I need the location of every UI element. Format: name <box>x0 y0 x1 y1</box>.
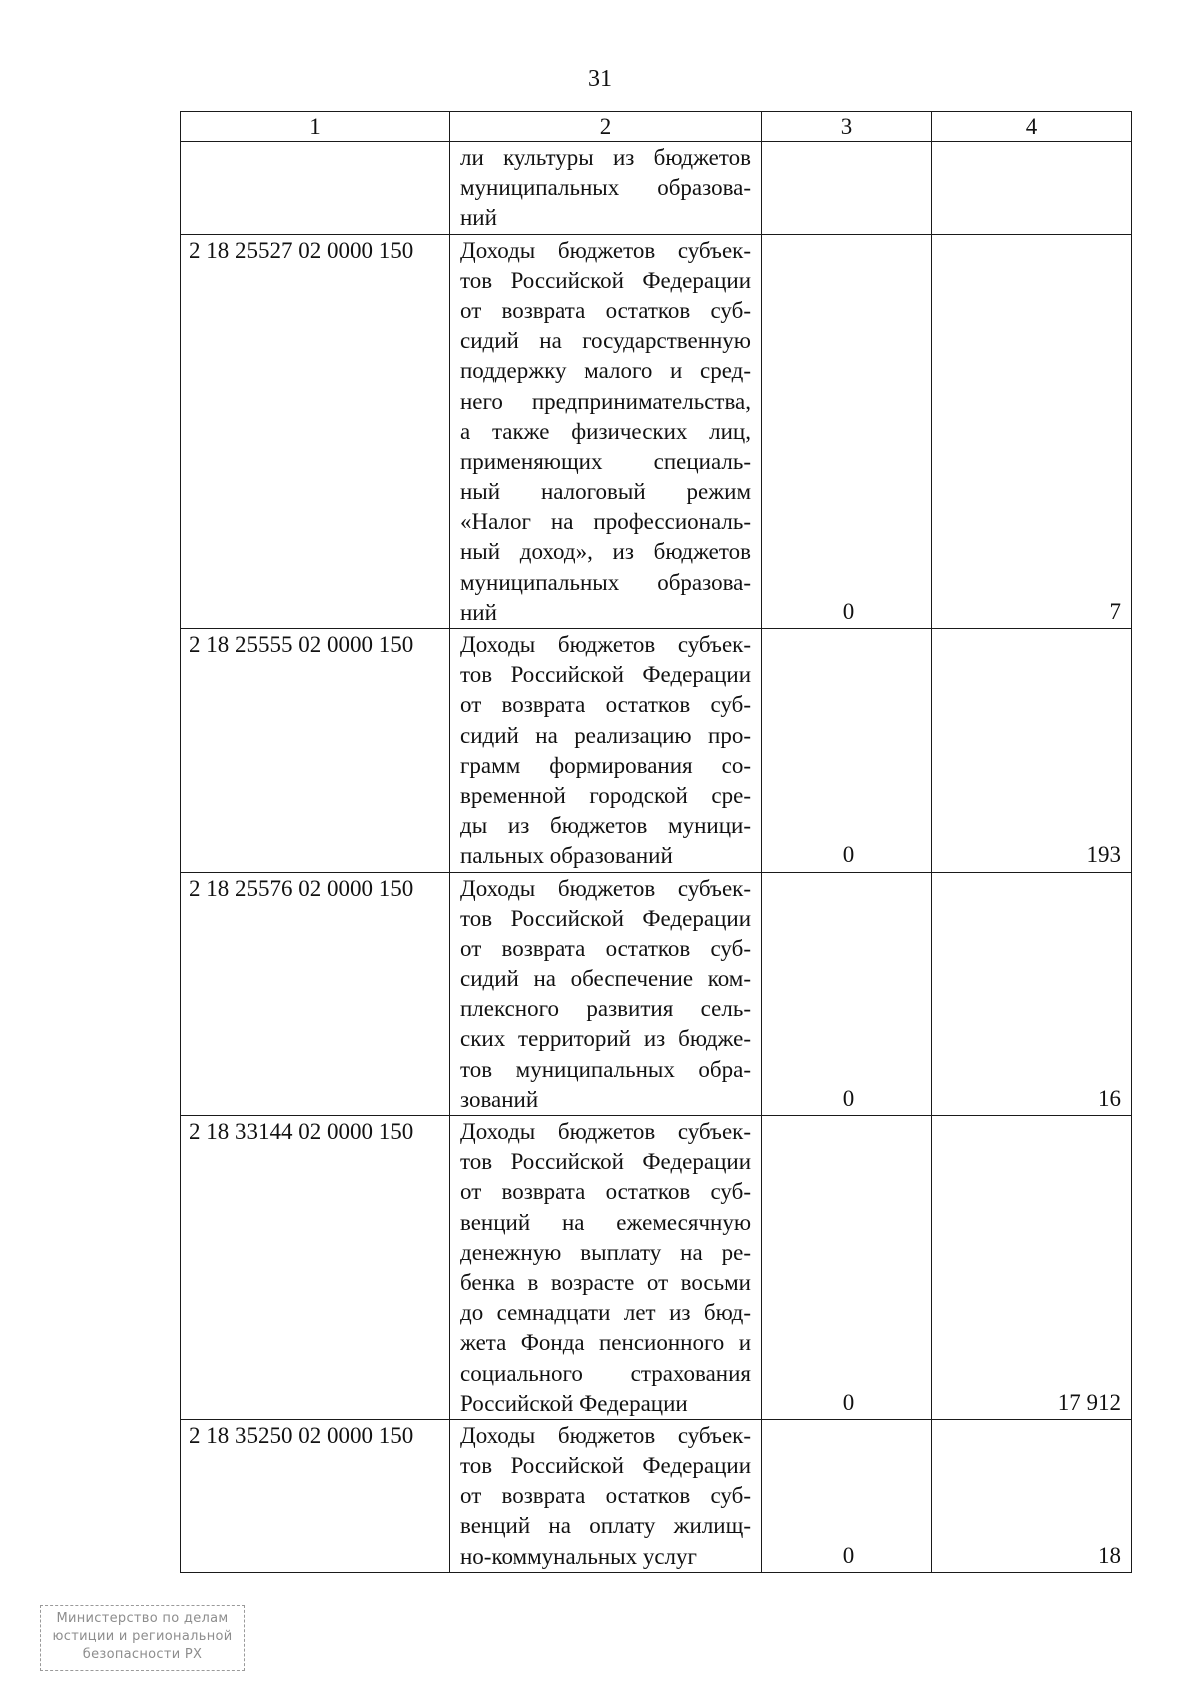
description-line: тов Российской Федерации <box>460 905 751 931</box>
stamp-line: юстиции и региональной <box>52 1629 233 1644</box>
stamp-line: безопасности РХ <box>82 1647 203 1662</box>
description-cell <box>450 629 762 873</box>
budget-code-cell: 2 18 25576 02 0000 150 <box>181 872 450 1116</box>
description-line: ный доход», из бюджетов <box>460 539 751 565</box>
description-line: пальных образований <box>460 843 673 869</box>
description-line: временной городской сре- <box>460 782 751 808</box>
description-line: сидий на государственную <box>460 328 751 354</box>
value-cell-col3: 0 <box>762 629 932 873</box>
budget-code-cell <box>181 142 450 235</box>
description-line: тов Российской Федерации <box>460 1453 751 1479</box>
value-cell-col4: 18 <box>932 1419 1132 1572</box>
description-line: от возврата остатков суб- <box>460 1483 751 1509</box>
revenue-table <box>180 111 1132 1573</box>
description-line: социального страхования <box>460 1360 751 1386</box>
budget-code-cell: 2 18 25527 02 0000 150 <box>181 234 450 628</box>
description-line: муниципальных образова- <box>460 569 751 595</box>
description-line: тов Российской Федерации <box>460 1149 751 1175</box>
stamp-line: Министерство по делам <box>56 1611 229 1626</box>
description-line: зований <box>460 1086 539 1112</box>
value-cell-col3: 0 <box>762 1116 932 1420</box>
description-line: Доходы бюджетов субъек- <box>460 875 751 901</box>
description-line: Российской Федерации <box>460 1390 688 1416</box>
description-line: сидий на обеспечение ком- <box>460 966 751 992</box>
description-line: венций на ежемесячную <box>460 1209 751 1235</box>
header-cell-3: 3 <box>762 112 932 142</box>
description-line: него предпринимательства, <box>460 388 751 414</box>
description-line: денежную выплату на ре- <box>460 1239 751 1265</box>
header-cell-1: 1 <box>181 112 450 142</box>
value-cell-col3 <box>762 142 932 235</box>
value-cell-col4: 16 <box>932 872 1132 1116</box>
description-line: тов муниципальных обра- <box>460 1056 751 1082</box>
table-row <box>181 234 1132 628</box>
description-line: Доходы бюджетов субъек- <box>460 237 751 263</box>
description-line: Доходы бюджетов субъек- <box>460 632 751 657</box>
value-cell-col4 <box>932 142 1132 235</box>
description-line: до семнадцати лет из бюд- <box>460 1300 751 1326</box>
description-line: жета Фонда пенсионного и <box>460 1330 751 1356</box>
description-cell <box>450 872 762 1116</box>
description-line: ских территорий из бюдже- <box>460 1026 751 1052</box>
budget-code-cell: 2 18 25555 02 0000 150 <box>181 629 450 873</box>
registration-stamp <box>40 1605 245 1671</box>
description-line: сидий на реализацию про- <box>460 722 751 748</box>
description-line: «Налог на профессиональ- <box>460 509 751 535</box>
description-line: Доходы бюджетов субъек- <box>460 1119 751 1144</box>
table-row <box>181 1116 1132 1420</box>
description-cell <box>450 234 762 628</box>
description-line: тов Российской Федерации <box>460 662 751 688</box>
value-cell-col4: 17 912 <box>932 1116 1132 1420</box>
table-header-row <box>181 112 1132 142</box>
header-cell-4: 4 <box>932 112 1132 142</box>
description-line: применяющих специаль- <box>460 448 751 474</box>
header-cell-2: 2 <box>450 112 762 142</box>
description-line: поддержку малого и сред- <box>460 358 751 384</box>
table-row <box>181 142 1132 235</box>
table-row <box>181 1419 1132 1572</box>
value-cell-col3: 0 <box>762 872 932 1116</box>
description-line: ды из бюджетов муници- <box>460 813 751 839</box>
description-line: плексного развития сель- <box>460 996 751 1022</box>
description-cell <box>450 1419 762 1572</box>
budget-code-cell: 2 18 33144 02 0000 150 <box>181 1116 450 1420</box>
description-line: от возврата остатков суб- <box>460 1179 751 1205</box>
description-line: ний <box>460 205 497 231</box>
table-row <box>181 629 1132 873</box>
description-line: муниципальных образова- <box>460 175 751 201</box>
table-row <box>181 872 1132 1116</box>
description-line: от возврата остатков суб- <box>460 692 751 718</box>
budget-code-cell: 2 18 35250 02 0000 150 <box>181 1419 450 1572</box>
description-cell <box>450 142 762 235</box>
value-cell-col3: 0 <box>762 1419 932 1572</box>
description-line: тов Российской Федерации <box>460 267 751 293</box>
description-line: но-коммунальных услуг <box>460 1543 697 1569</box>
value-cell-col3: 0 <box>762 234 932 628</box>
description-line: ли культуры из бюджетов <box>460 145 751 170</box>
description-line: а также физических лиц, <box>460 418 751 444</box>
description-line: ний <box>460 599 497 625</box>
page-number: 31 <box>588 66 612 92</box>
description-cell <box>450 1116 762 1420</box>
description-line: от возврата остатков суб- <box>460 935 751 961</box>
description-line: от возврата остатков суб- <box>460 297 751 323</box>
description-line: грамм формирования со- <box>460 752 751 778</box>
description-line: бенка в возрасте от восьми <box>460 1269 751 1295</box>
description-line: ный налоговый режим <box>460 479 751 505</box>
description-line: Доходы бюджетов субъек- <box>460 1422 751 1448</box>
value-cell-col4: 193 <box>932 629 1132 873</box>
value-cell-col4: 7 <box>932 234 1132 628</box>
description-line: венций на оплату жилищ- <box>460 1513 751 1539</box>
